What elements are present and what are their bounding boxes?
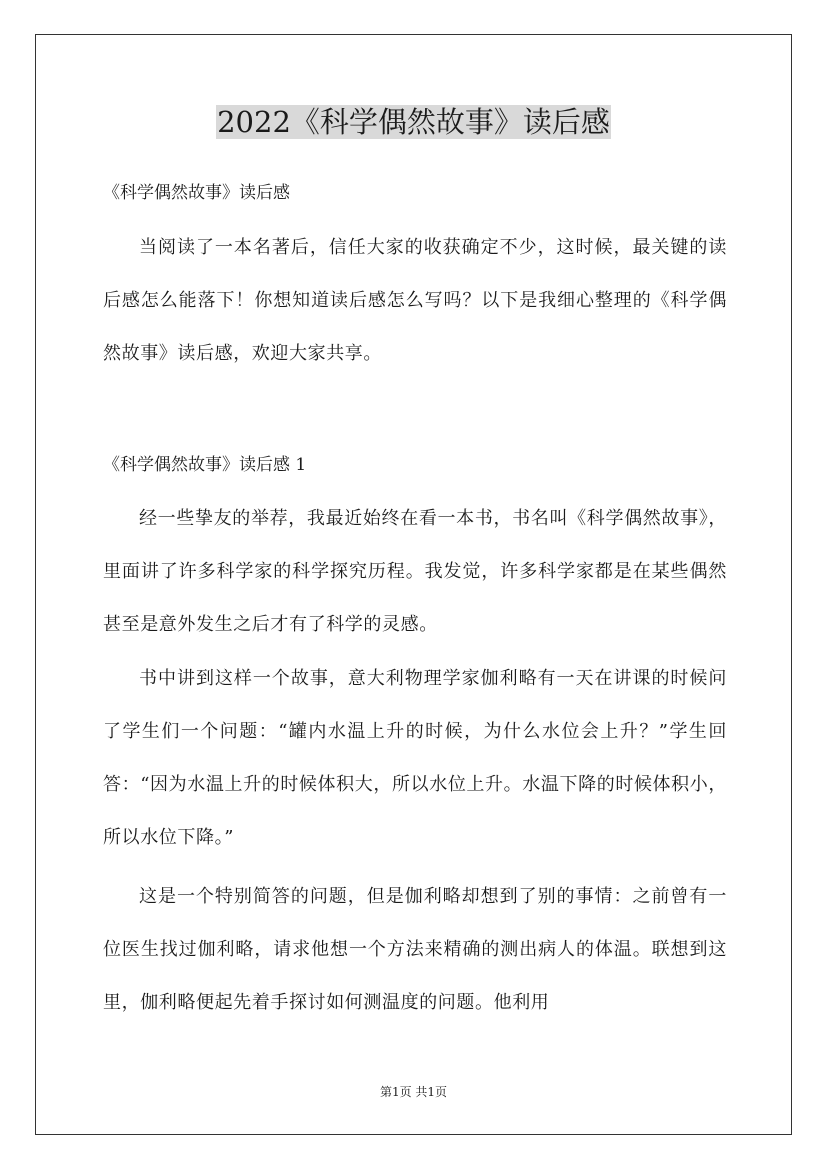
intro-paragraph: 当阅读了一本名著后，信任大家的收获确定不少，这时候，最关键的读后感怎么能落下！你想知道读后感怎么写吗？以下是我细心整理的《科学偶然故事》读后感，欢迎大家共享。 xyxy=(103,237,727,364)
body-paragraph-3: 这是一个特别简答的问题，但是伽利略却想到了别的事情：之前曾有一位医生找过伽利略，请求他想一个方法来精确的测出病人的体温。联想到这里，伽利略便起先着手探讨如何测温度的问题。他利用 xyxy=(103,886,727,1013)
body-paragraph-2: 书中讲到这样一个故事，意大利物理学家伽利略有一天在讲课的时候问了学生们一个问题：“罐内水温上升的时候，为什么水位会上升？”学生回答：“因为水温上升的时候体积大，所以水位上升。水温下降的时候体积小，所以水位下降。” xyxy=(103,668,727,848)
document-title xyxy=(0,102,827,142)
document-subtitle: 《科学偶然故事》读后感 xyxy=(103,183,290,203)
section-heading: 《科学偶然故事》读后感 1 xyxy=(103,455,307,475)
body-paragraph-1: 经一些挚友的举荐，我最近始终在看一本书，书名叫《科学偶然故事》，里面讲了许多科学家的科学探究历程。我发觉，许多科学家都是在某些偶然甚至是意外发生之后才有了科学的灵感。 xyxy=(103,508,727,635)
page-footer: 第1页 共1页 xyxy=(379,1085,448,1099)
document-title-text: 2022《科学偶然故事》读后感 xyxy=(217,105,610,139)
